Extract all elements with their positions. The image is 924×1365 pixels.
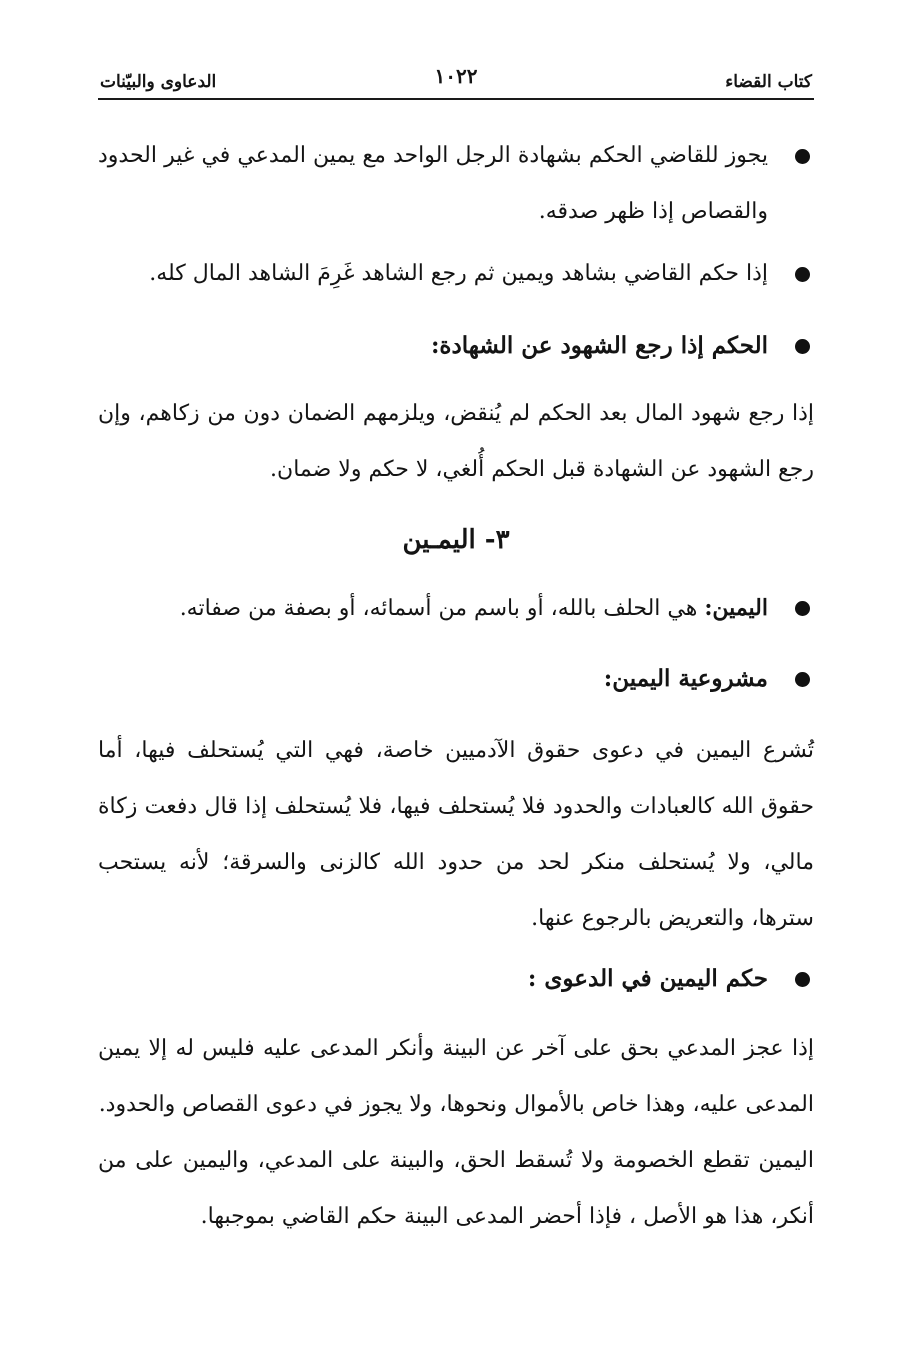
subheading-text: حكم اليمين في الدعوى : <box>527 965 768 992</box>
paragraph: إذا عجز المدعي بحق على آخر عن البينة وأنكر المدعى عليه فليس له إلا يمين المدعى عليه، وهذا خاص بالأموال ونحوها، ولا يجوز في دعوى القصاص والحدود. <box>98 1036 814 1117</box>
section-title: ٣- اليمـين <box>402 525 510 555</box>
subheading <box>98 951 814 1007</box>
paragraph: إذا رجع شهود المال بعد الحكم لم يُنقض، ويلزمهم الضمان دون من زكاهم، وإن رجع الشهود عن الشهادة قبل الحكم أُلغي، لا حكم ولا ضمان. <box>98 401 814 482</box>
page-number: ١٠٢٢ <box>434 64 478 88</box>
bullet-item <box>98 128 814 240</box>
subheading <box>98 318 814 374</box>
subheading-text: الحكم إذا رجع الشهود عن الشهادة: <box>430 332 768 359</box>
bullet-text: إذا حكم القاضي بشاهد ويمين ثم رجع الشاهد غَرِمَ الشاهد المال كله. <box>149 261 768 286</box>
bullet-item <box>98 246 814 302</box>
definition-item <box>98 580 814 637</box>
definition-text: هي الحلف بالله، أو باسم من أسمائه، أو بصفة من صفاته. <box>179 596 705 621</box>
bullet-text: يجوز للقاضي الحكم بشهادة الرجل الواحد مع يمين المدعي في غير الحدود والقصاص إذا ظهر صدقه. <box>98 143 768 224</box>
book-page <box>98 58 814 1245</box>
book-title: كتاب القضاء <box>725 72 812 92</box>
page-header <box>98 58 814 100</box>
bullet-dot-icon <box>795 972 810 987</box>
paragraph: اليمين تقطع الخصومة ولا تُسقط الحق، والبينة على المدعي، واليمين على من أنكر، هذا هو الأصل ، فإذا أحضر المدعى البينة حكم القاضي بموجبها. <box>98 1148 814 1229</box>
bullet-dot-icon <box>795 601 810 616</box>
bullet-dot-icon <box>795 672 810 687</box>
bullet-dot-icon <box>795 339 810 354</box>
subheading <box>98 651 814 707</box>
paragraph: تُشرع اليمين في دعوى حقوق الآدميين خاصة، فهي التي يُستحلف فيها، أما حقوق الله كالعبادات والحدود فلا يُستحلف فيها، فلا يُستحلف إذا قال دفعت زكاة مالي، ولا يُستحلف منكر لحد من حدود الله كالزنى والسرقة؛ لأنه يستحب سترها، والتعريض بالرجوع عنها. <box>98 738 814 931</box>
subheading-text: مشروعية اليمين: <box>603 665 768 692</box>
definition-term: اليمين: <box>704 595 768 621</box>
chapter-title: الدعاوى والبيّنات <box>100 72 217 92</box>
bullet-dot-icon <box>795 267 810 282</box>
bullet-dot-icon <box>795 149 810 164</box>
